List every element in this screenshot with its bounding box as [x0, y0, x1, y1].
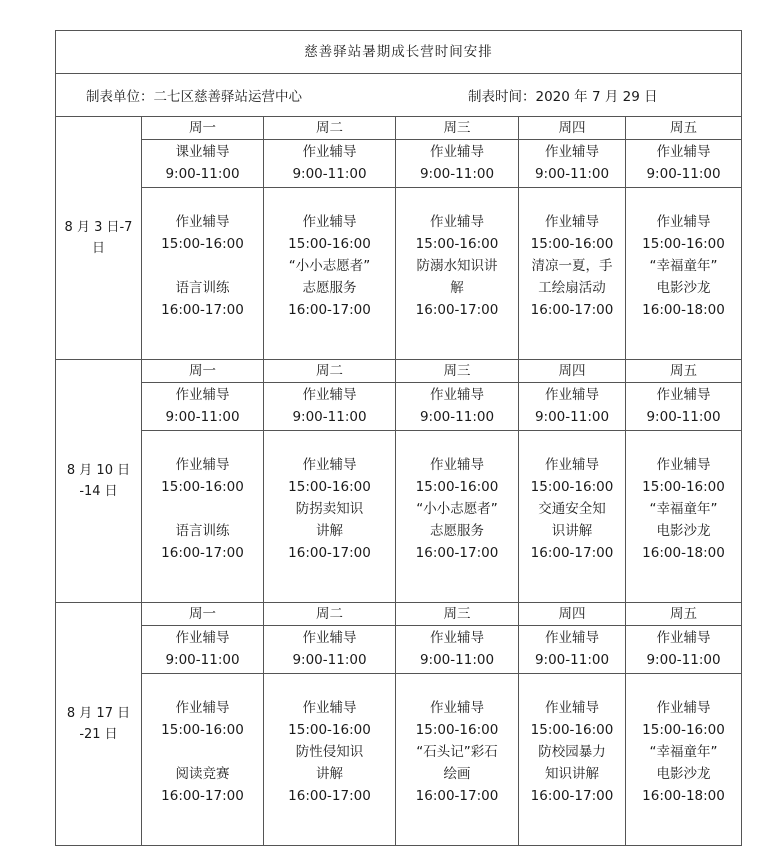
activity-name: “幸福童年”: [649, 258, 718, 274]
activity-time: 9:00-11:00: [292, 166, 367, 182]
activity-name: 防溺水知识讲: [416, 258, 498, 274]
week-label-line: 日: [91, 241, 105, 256]
activity-name: “小小志愿者”: [416, 501, 498, 517]
activity-name: 作业辅导: [656, 144, 711, 160]
schedule-table: [55, 30, 742, 846]
afternoon-activity-cell: [396, 674, 519, 846]
weekday-header: 周一: [142, 360, 264, 383]
activity-time: 9:00-11:00: [534, 652, 610, 668]
weekday-header: 周一: [142, 117, 264, 140]
morning-activity-cell: [626, 383, 742, 431]
morning-activity-cell: [396, 626, 519, 674]
afternoon-activity-cell: [396, 431, 519, 603]
activity-name: 作业辅导: [545, 387, 599, 403]
activity-name: “幸福童年”: [649, 744, 718, 760]
activity-name: 作业辅导: [656, 630, 711, 646]
activity-name: 作业辅导: [430, 700, 484, 716]
weekday-header: 周四: [519, 117, 626, 140]
weekday-header: 周一: [142, 603, 264, 626]
activity-time: 15:00-16:00: [530, 722, 614, 738]
activity-time: 16:00-17:00: [288, 302, 371, 318]
activity-time: 15:00-16:00: [161, 236, 244, 252]
activity-time: 9:00-11:00: [419, 409, 495, 425]
weekday-header: 周二: [264, 117, 396, 140]
activity-name: 作业辅导: [175, 630, 230, 646]
activity-name: 防校园暴力: [538, 744, 606, 760]
activity-name: 作业辅导: [545, 700, 599, 716]
activity-time: 9:00-11:00: [534, 409, 610, 425]
activity-time: 15:00-16:00: [530, 236, 614, 252]
activity-name: 作业辅导: [656, 387, 711, 403]
activity-time: 9:00-11:00: [646, 409, 721, 425]
activity-time: 9:00-11:00: [165, 409, 240, 425]
activity-name: 讲解: [316, 523, 343, 539]
weekday-header: 周三: [396, 117, 519, 140]
activity-name: 防性侵知识: [295, 744, 364, 760]
activity-time: 9:00-11:00: [646, 166, 721, 182]
morning-row: [56, 383, 742, 431]
activity-time: 9:00-11:00: [292, 652, 367, 668]
week-label: [56, 117, 142, 360]
activity-time: 16:00-17:00: [288, 545, 371, 561]
afternoon-row: [56, 674, 742, 846]
prepared-date: 制表时间：2020 年 7 月 29 日: [468, 89, 658, 105]
prepared-by-unit: 制表单位：二七区慈善驿站运营中心: [86, 89, 302, 105]
activity-time: 16:00-17:00: [288, 788, 371, 804]
activity-time: 16:00-17:00: [161, 545, 244, 561]
activity-time: 15:00-16:00: [288, 479, 371, 495]
activity-name: 工绘扇活动: [538, 280, 606, 296]
activity-name: 作业辅导: [175, 457, 230, 473]
weekday-header: 周四: [519, 360, 626, 383]
activity-name: 作业辅导: [430, 630, 484, 646]
activity-time: 15:00-16:00: [642, 479, 725, 495]
activity-name: 阅读竞赛: [175, 766, 230, 782]
activity-time: 15:00-16:00: [288, 722, 371, 738]
activity-name: 作业辅导: [430, 144, 484, 160]
morning-activity-cell: [142, 383, 264, 431]
weekday-header: 周四: [519, 603, 626, 626]
activity-name: 防拐卖知识: [295, 501, 364, 517]
morning-activity-cell: [519, 626, 626, 674]
line-spacer: [142, 741, 263, 763]
week-label-line: 8 月 3 日-7: [64, 220, 133, 235]
activity-time: 16:00-18:00: [642, 302, 725, 318]
morning-activity-cell: [626, 626, 742, 674]
activity-name: 语言训练: [175, 280, 230, 296]
afternoon-activity-cell: [264, 674, 396, 846]
schedule-sheet: [55, 30, 741, 846]
activity-name: 作业辅导: [302, 214, 357, 230]
afternoon-row: [56, 431, 742, 603]
line-spacer: [142, 255, 263, 277]
weekday-header-row: [56, 603, 742, 626]
week-label-line: -21 日: [79, 727, 118, 742]
morning-activity-cell: [519, 383, 626, 431]
activity-time: 16:00-17:00: [415, 545, 499, 561]
activity-time: 9:00-11:00: [419, 652, 495, 668]
activity-time: 15:00-16:00: [415, 236, 499, 252]
activity-name: 清凉一夏，手: [531, 258, 613, 274]
week-label-line: -14 日: [79, 484, 118, 499]
afternoon-activity-cell: [519, 188, 626, 360]
activity-name: 作业辅导: [302, 630, 357, 646]
activity-name: 识讲解: [551, 523, 593, 539]
afternoon-activity-cell: [142, 188, 264, 360]
week-label-line: 8 月 17 日: [66, 706, 131, 721]
activity-time: 16:00-17:00: [530, 545, 614, 561]
afternoon-activity-cell: [519, 674, 626, 846]
activity-name: 作业辅导: [656, 214, 711, 230]
activity-time: 9:00-11:00: [165, 166, 240, 182]
activity-name: 电影沙龙: [656, 523, 711, 539]
activity-time: 15:00-16:00: [161, 479, 244, 495]
afternoon-activity-cell: [626, 188, 742, 360]
activity-time: 16:00-17:00: [161, 302, 244, 318]
morning-activity-cell: [626, 140, 742, 188]
line-spacer: [142, 498, 263, 520]
morning-activity-cell: [519, 140, 626, 188]
weekday-header-row: [56, 117, 742, 140]
activity-name: 电影沙龙: [656, 280, 711, 296]
morning-activity-cell: [396, 140, 519, 188]
activity-name: 作业辅导: [656, 457, 711, 473]
activity-name: 解: [450, 280, 464, 296]
activity-time: 9:00-11:00: [292, 409, 367, 425]
activity-name: 作业辅导: [545, 630, 599, 646]
activity-name: “石头记”彩石: [416, 744, 498, 760]
activity-time: 9:00-11:00: [419, 166, 495, 182]
afternoon-activity-cell: [264, 431, 396, 603]
morning-activity-cell: [264, 140, 396, 188]
activity-time: 16:00-17:00: [530, 788, 614, 804]
weekday-header: 周二: [264, 360, 396, 383]
activity-name: 交通安全知: [538, 501, 606, 517]
activity-name: 作业辅导: [302, 457, 357, 473]
weekday-header: 周二: [264, 603, 396, 626]
activity-name: 作业辅导: [175, 387, 230, 403]
afternoon-activity-cell: [626, 674, 742, 846]
activity-time: 15:00-16:00: [161, 722, 244, 738]
table-title: 慈善驿站暑期成长营时间安排: [56, 31, 742, 74]
activity-name: “小小志愿者”: [288, 258, 371, 274]
activity-name: 作业辅导: [545, 457, 599, 473]
afternoon-activity-cell: [396, 188, 519, 360]
morning-activity-cell: [142, 626, 264, 674]
activity-name: “幸福童年”: [649, 501, 718, 517]
afternoon-activity-cell: [142, 431, 264, 603]
activity-time: 16:00-17:00: [415, 788, 499, 804]
activity-time: 9:00-11:00: [646, 652, 721, 668]
weekday-header-row: [56, 360, 742, 383]
activity-time: 16:00-17:00: [530, 302, 614, 318]
activity-name: 作业辅导: [430, 457, 484, 473]
activity-name: 课业辅导: [175, 144, 230, 160]
afternoon-activity-cell: [142, 674, 264, 846]
week-label: [56, 603, 142, 846]
activity-time: 9:00-11:00: [165, 652, 240, 668]
activity-time: 15:00-16:00: [530, 479, 614, 495]
activity-time: 16:00-18:00: [642, 545, 725, 561]
activity-name: 作业辅导: [430, 387, 484, 403]
afternoon-row: [56, 188, 742, 360]
activity-name: 作业辅导: [656, 700, 711, 716]
activity-time: 9:00-11:00: [534, 166, 610, 182]
activity-name: 作业辅导: [430, 214, 484, 230]
activity-time: 15:00-16:00: [288, 236, 371, 252]
activity-time: 15:00-16:00: [642, 722, 725, 738]
activity-time: 16:00-17:00: [161, 788, 244, 804]
activity-name: 作业辅导: [545, 144, 599, 160]
activity-name: 电影沙龙: [656, 766, 711, 782]
afternoon-activity-cell: [626, 431, 742, 603]
afternoon-activity-cell: [264, 188, 396, 360]
activity-time: 15:00-16:00: [415, 722, 499, 738]
activity-name: 作业辅导: [175, 214, 230, 230]
morning-row: [56, 626, 742, 674]
activity-name: 作业辅导: [545, 214, 599, 230]
activity-name: 作业辅导: [175, 700, 230, 716]
week-label-line: 8 月 10 日: [66, 463, 131, 478]
activity-name: 作业辅导: [302, 387, 357, 403]
weekday-header: 周五: [626, 603, 742, 626]
weekday-header: 周五: [626, 117, 742, 140]
weekday-header: 周三: [396, 603, 519, 626]
afternoon-activity-cell: [519, 431, 626, 603]
activity-name: 作业辅导: [302, 144, 357, 160]
weekday-header: 周三: [396, 360, 519, 383]
morning-activity-cell: [264, 383, 396, 431]
weekday-header: 周五: [626, 360, 742, 383]
activity-name: 知识讲解: [545, 766, 599, 782]
activity-time: 15:00-16:00: [415, 479, 499, 495]
activity-name: 志愿服务: [302, 280, 357, 296]
activity-time: 15:00-16:00: [642, 236, 725, 252]
activity-name: 作业辅导: [302, 700, 357, 716]
morning-activity-cell: [142, 140, 264, 188]
activity-name: 志愿服务: [430, 523, 484, 539]
activity-name: 讲解: [316, 766, 343, 782]
activity-time: 16:00-18:00: [642, 788, 725, 804]
week-label: [56, 360, 142, 603]
activity-name: 绘画: [443, 766, 471, 782]
morning-activity-cell: [264, 626, 396, 674]
morning-row: [56, 140, 742, 188]
morning-activity-cell: [396, 383, 519, 431]
activity-name: 语言训练: [175, 523, 230, 539]
meta-row: [56, 74, 742, 117]
activity-time: 16:00-17:00: [415, 302, 499, 318]
